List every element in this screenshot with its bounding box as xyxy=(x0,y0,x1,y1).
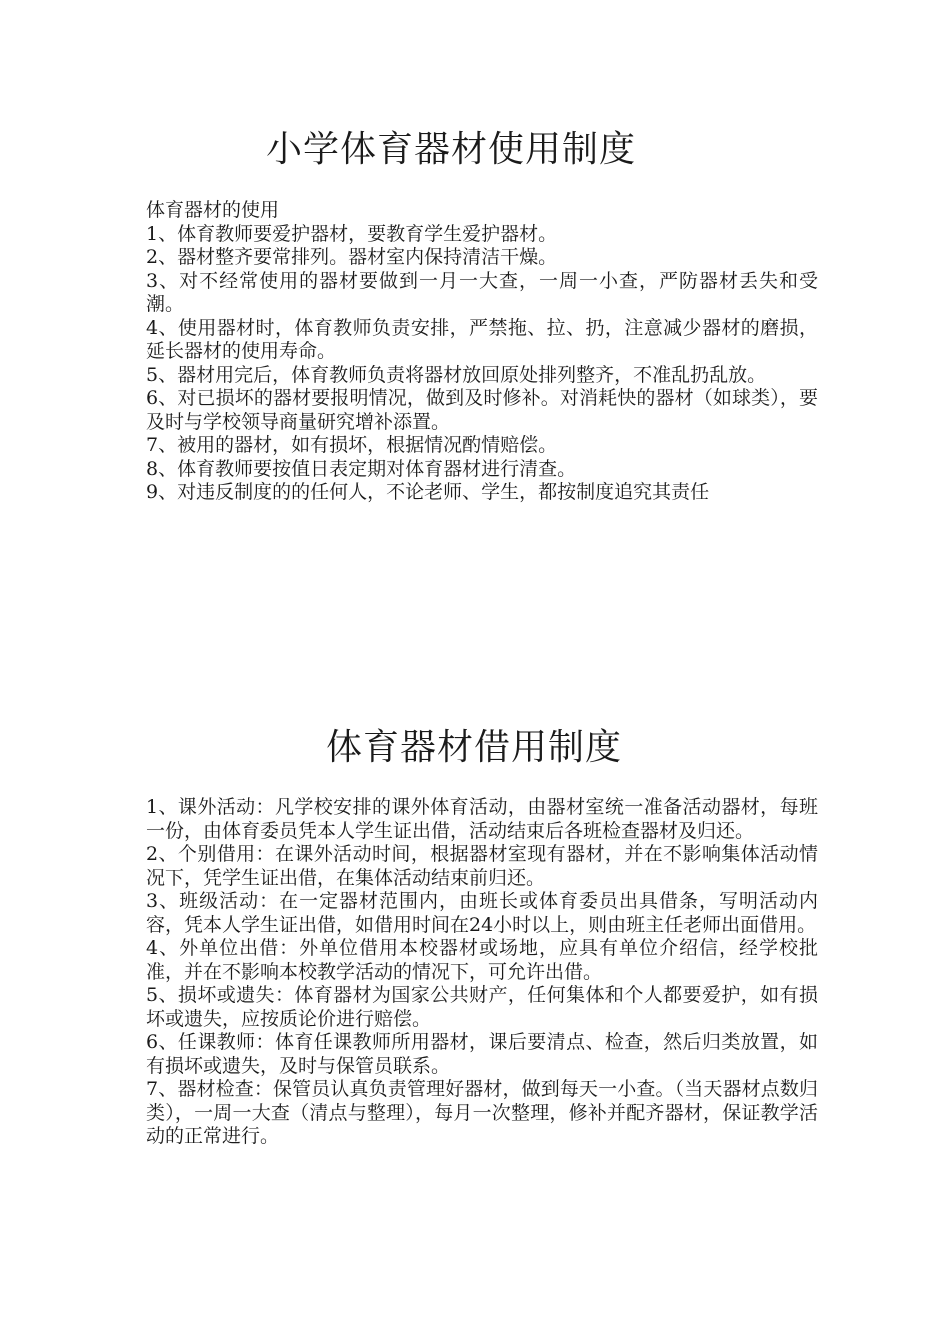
section1-item: 1、体育教师要爱护器材，要教育学生爱护器材。 xyxy=(146,222,558,245)
section1-item: 3、对不经常使用的器材要做到一月一大查，一周一小查，严防器材丢失和受潮。 xyxy=(146,269,818,315)
section1-body xyxy=(146,199,818,505)
section1-item: 2、器材整齐要常排列。器材室内保持清洁干燥。 xyxy=(146,246,558,268)
section1-subtitle: 体育器材的使用 xyxy=(146,199,280,221)
section2-item: 5、损坏或遗失：体育器材为国家公共财产，任何集体和个人都要爱护，如有损坏或遗失，应按质论价进行赔偿。 xyxy=(146,984,818,1030)
section1-item: 9、对违反制度的的任何人，不论老师、学生，都按制度追究其责任 xyxy=(146,481,710,503)
section1-item: 7、被用的器材，如有损坏，根据情况酌情赔偿。 xyxy=(146,434,558,456)
section1-item: 6、对已损坏的器材要报明情况，做到及时修补。对消耗快的器材（如球类），要及时与学校领导商量研究增补添置。 xyxy=(146,387,818,433)
section1-item: 4、使用器材时，体育教师负责安排，严禁拖、拉、扔，注意减少器材的磨损，延长器材的使用寿命。 xyxy=(146,316,818,362)
section2-body xyxy=(146,796,818,1149)
section2-title: 体育器材借用制度 xyxy=(325,727,622,768)
section2-item: 6、任课教师：体育任课教师所用器材，课后要清点、检查，然后归类放置，如有损坏或遗失，及时与保管员联系。 xyxy=(146,1031,818,1077)
section1-item: 8、体育教师要按值日表定期对体育器材进行清查。 xyxy=(146,457,577,480)
section2-item: 7、器材检查：保管员认真负责管理好器材，做到每天一小查。（当天器材点数归类），一周一大查（清点与整理），每月一次整理，修补并配齐器材，保证教学活动的正常进行。 xyxy=(146,1078,818,1147)
section1-item: 5、器材用完后，体育教师负责将器材放回原处排列整齐，不准乱扔乱放。 xyxy=(146,363,767,386)
section2-item: 2、个别借用：在课外活动时间，根据器材室现有器材，并在不影响集体活动情况下，凭学生证出借，在集体活动结束前归还。 xyxy=(146,843,818,889)
section1-title: 小学体育器材使用制度 xyxy=(265,129,636,170)
section2-item: 3、班级活动：在一定器材范围内，由班长或体育委员出具借条，写明活动内容，凭本人学生证出借，如借用时间在24小时以上，则由班主任老师出面借用。 xyxy=(146,890,818,936)
section2-item: 1、课外活动：凡学校安排的课外体育活动，由器材室统一准备活动器材，每班一份，由体育委员凭本人学生证出借，活动结束后各班检查器材及归还。 xyxy=(146,796,818,842)
section2-item: 4、外单位出借：外单位借用本校器材或场地，应具有单位介绍信，经学校批准，并在不影响本校教学活动的情况下，可允许出借。 xyxy=(146,937,818,983)
